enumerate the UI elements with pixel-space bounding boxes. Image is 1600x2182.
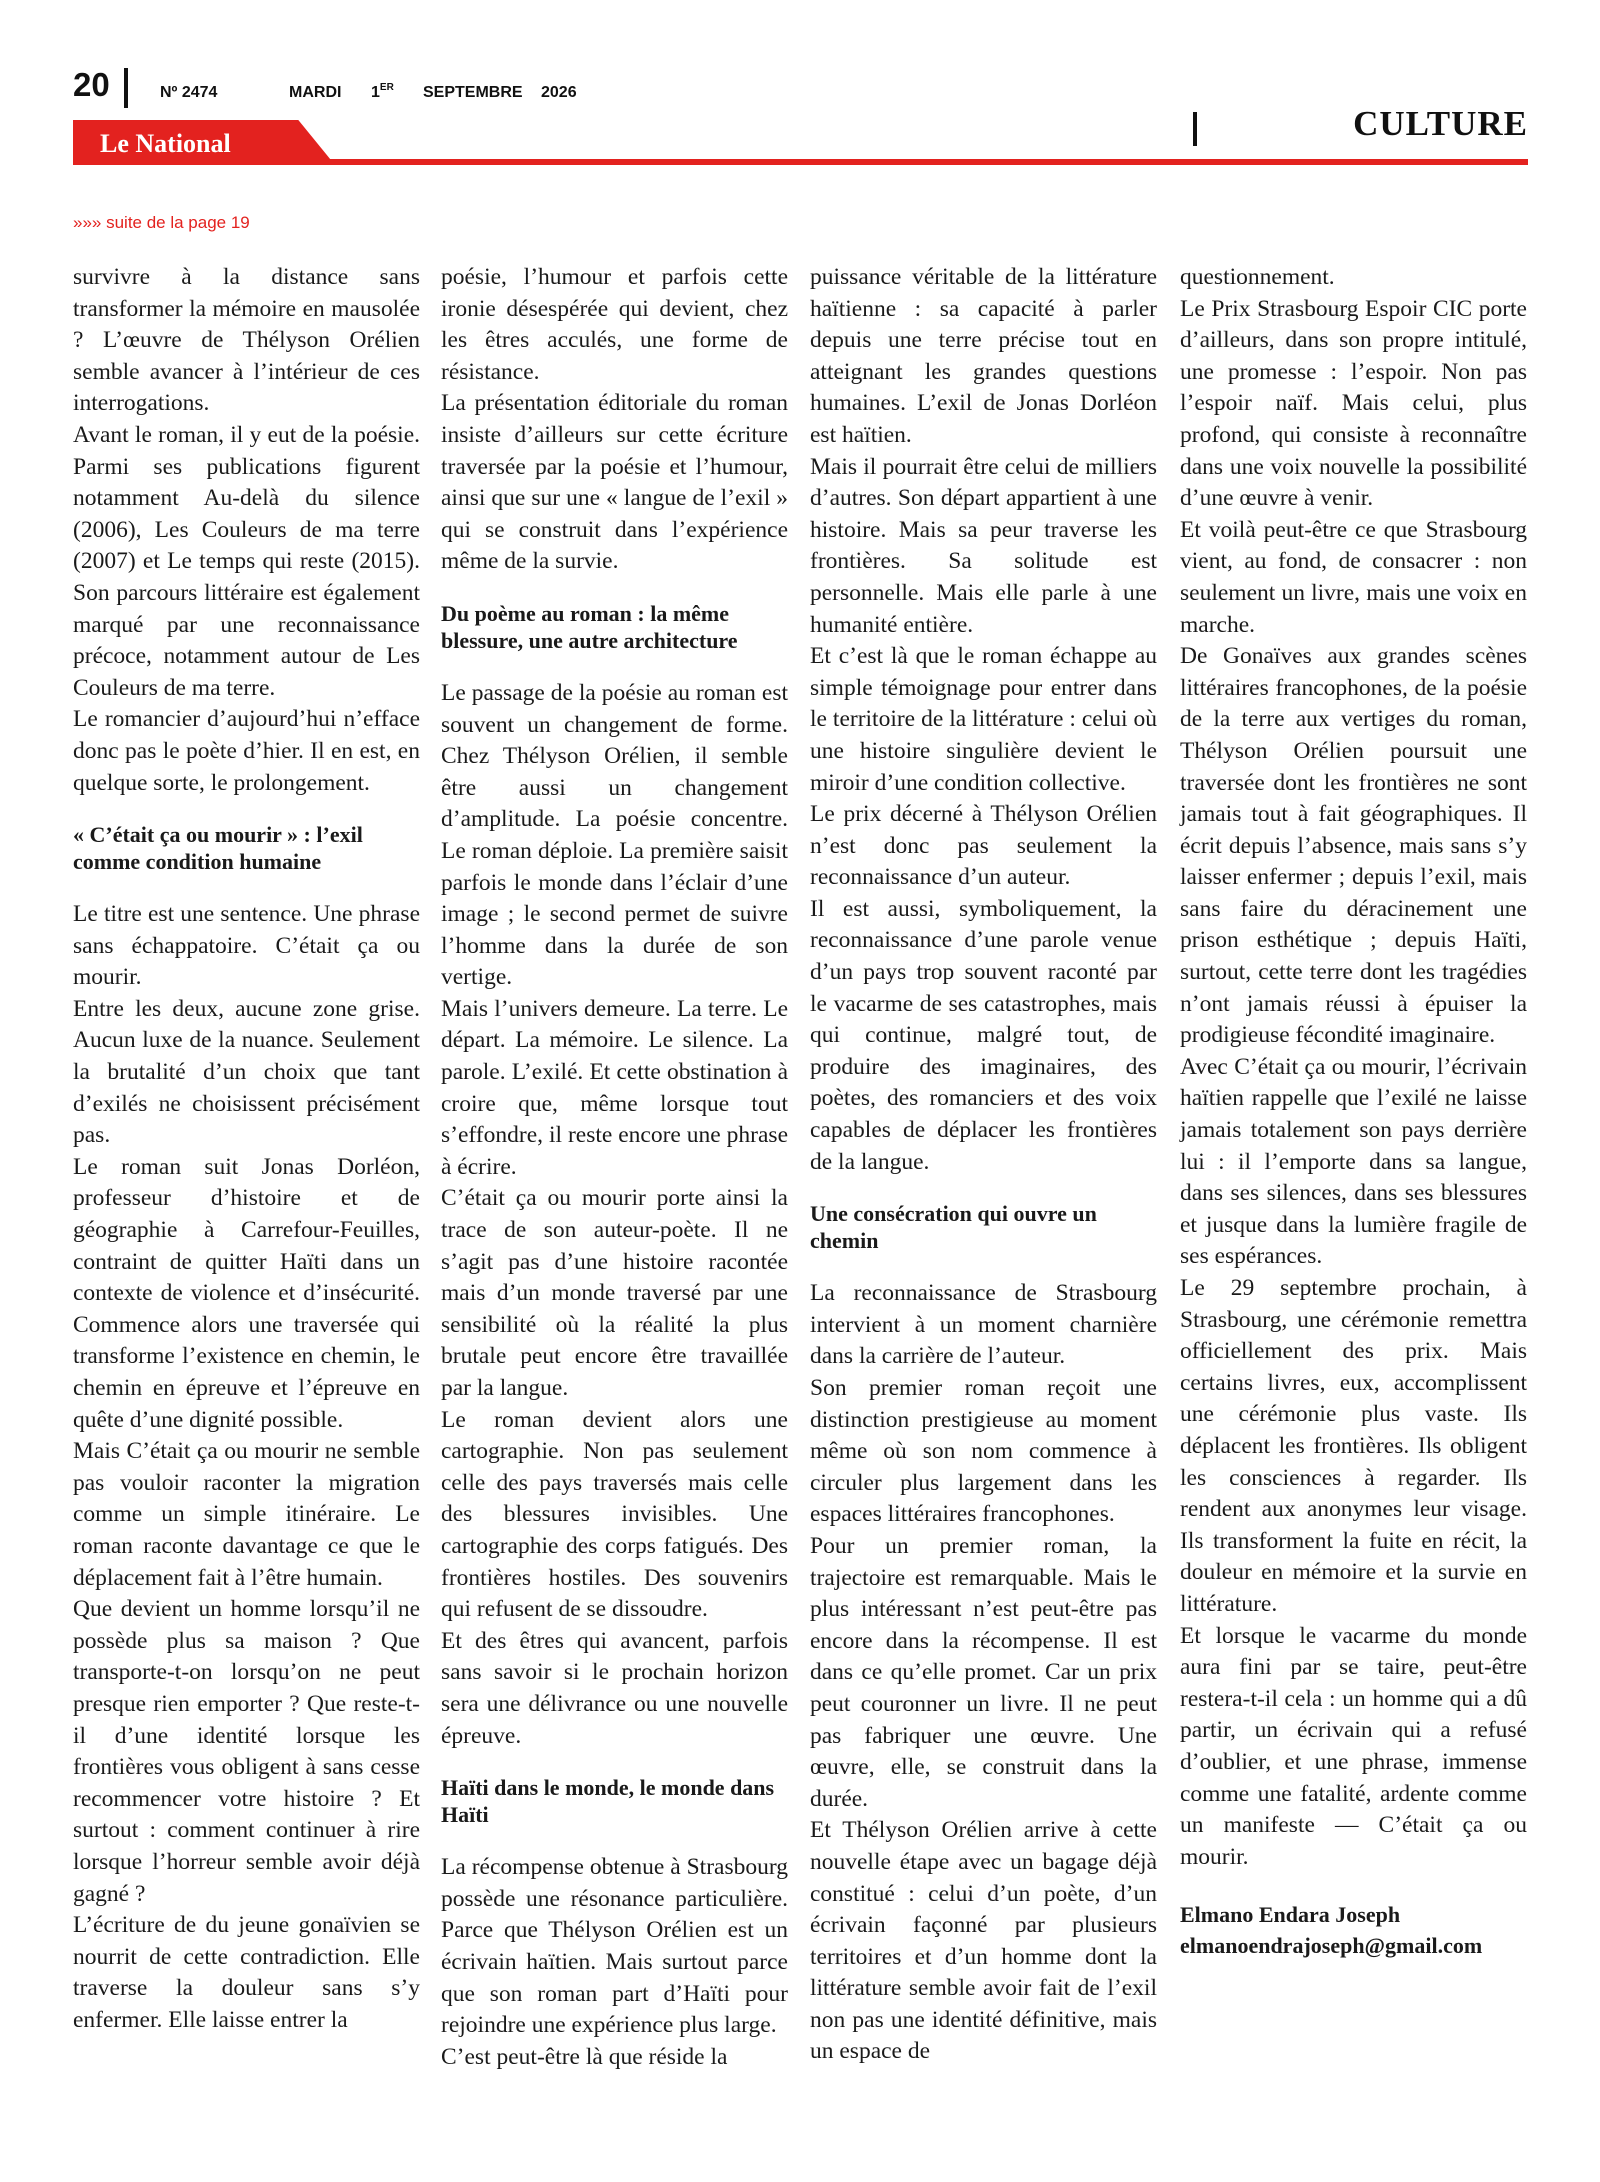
article-paragraph: Son premier roman reçoit une distinction prestigieuse au moment même où son nom commence à circuler plus largement dans les espaces littéraires francophones.	[810, 1375, 1157, 1528]
article-paragraph: Le passage de la poésie au roman est souvent un changement de forme. Chez Thélyson Orélien, il semble être aussi un changement d’amplitude. La poésie concentre. Le roman déploie. La première saisit parfois le monde dans l’éclair d’une image ; le second permet de suivre l’homme dans la durée de son vertige.	[441, 679, 788, 991]
article-paragraph: Avant le roman, il y eut de la poésie. Parmi ses publications figurent notamment Au-delà du silence (2006), Les Couleurs de ma terre (2007) et Le temps qui reste (2015). Son parcours littéraire est également marqué par une reconnaissance précoce, notamment autour de Les Couleurs de ma terre.	[73, 421, 420, 701]
article-paragraph: Et voilà peut-être ce que Strasbourg vient, au fond, de consacrer : non seulement un livre, mais une voix en marche.	[1180, 516, 1527, 638]
article-paragraph: De Gonaïves aux grandes scènes littéraires francophones, de la poésie de la terre aux vertiges du roman, Thélyson Orélien poursuit une traversée dont les frontières ne sont jamais tout à fait géographiques. Il écrit depuis l’absence, mais sans s’y laisser enfermer ; depuis l’exil, mais sans faire du déracinement une prison esthétique ; depuis Haïti, surtout, cette terre dont les tragédies n’ont jamais réussi à épuiser la prodigieuse fécondité imaginaire.	[1180, 643, 1527, 1049]
issue-day-number: 1	[371, 84, 380, 101]
article-subheading: « C’était ça ou mourir » : l’exil comme condition humaine	[73, 822, 363, 875]
article-paragraph: Il est aussi, symboliquement, la reconnaissance d’une parole venue d’un pays trop souvent raconté par le vacarme de ses catastrophes, mais qui continue, malgré tout, de produire des imaginaires, des poètes, des romanciers et des voix capables de déplacer les frontières de la langue.	[810, 895, 1157, 1175]
article-paragraph: Avec C’était ça ou mourir, l’écrivain haïtien rappelle que l’exilé ne laisse jamais totalement son pays derrière lui : il l’emporte dans sa langue, dans ses silences, dans ses blessures et jusque dans la lumière fragile de ses espérances.	[1180, 1053, 1527, 1270]
article-paragraph: L’écriture de du jeune gonaïvien se nourrit de cette contradiction. Elle traverse la douleur sans s’y enfermer. Elle laisse entrer la	[73, 1912, 420, 2033]
continued-from-label: »»» suite de la page 19	[73, 213, 250, 232]
issue-month: SEPTEMBRE	[423, 84, 523, 101]
article-paragraph: La reconnaissance de Strasbourg intervient à un moment charnière dans la carrière de l’auteur.	[810, 1280, 1157, 1370]
article-paragraph: C’est peut-être là que réside la	[441, 2043, 728, 2070]
issue-weekday: MARDI	[289, 84, 342, 101]
issue-day-suffix: ER	[379, 82, 394, 93]
article-paragraph: Le prix décerné à Thélyson Orélien n’est donc pas seulement la reconnaissance d’un auteur.	[810, 801, 1157, 891]
article-paragraph: survivre à la distance sans transformer la mémoire en mausolée ? L’œuvre de Thélyson Orélien semble avancer à l’intérieur de ces interrogations.	[73, 264, 420, 417]
article-paragraph: Entre les deux, aucune zone grise. Aucun luxe de la nuance. Seulement la brutalité d’un choix que tant d’exilés ne choisissent précisément pas.	[73, 995, 420, 1149]
article-paragraph: Le 29 septembre prochain, à Strasbourg, une cérémonie remettra officiellement des prix. Mais certains livres, eux, accomplissent une cérémonie plus vaste. Ils déplacent les frontières. Ils obligent les consciences à regarder. Ils rendent aux anonymes leur visage. Ils transforment la fuite en récit, la douleur en mémoire et la survie en littérature.	[1180, 1275, 1527, 1617]
section-divider	[1193, 112, 1197, 146]
article-paragraph: Le roman devient alors une cartographie. Non pas seulement celle des pays traversés mais celle des blessures invisibles. Une cartographie des corps fatigués. Des frontières hostiles. Des souvenirs qui refusent de se dissoudre.	[441, 1406, 788, 1623]
article-paragraph: Mais C’était ça ou mourir ne semble pas vouloir raconter la migration comme un simple itinéraire. Le roman raconte davantage ce que le déplacement fait à l’être humain.	[73, 1438, 420, 1591]
article-subheading: Haïti dans le monde, le monde dans Haïti	[441, 1775, 775, 1828]
article-paragraph: Et Thélyson Orélien arrive à cette nouvelle étape avec un bagage déjà constitué : celui d’un poète, d’un écrivain façonné par plusieurs territoires et d’un homme dont la littérature semble avoir fait de l’exil non pas une identité définitive, mais un espace de	[810, 1817, 1157, 2065]
page-number-divider	[124, 68, 128, 108]
article-column-1	[73, 262, 420, 2036]
issue-number: Nº 2474	[160, 84, 218, 101]
article-paragraph: Le romancier d’aujourd’hui n’efface donc pas le poète d’hier. Il en est, en quelque sorte, le prolongement.	[73, 706, 420, 796]
article-paragraph: Le Prix Strasbourg Espoir CIC porte d’ailleurs, dans son propre intitulé, une promesse : l’espoir. Non pas l’espoir naïf. Mais celui, plus profond, qui consiste à reconnaître dans une voix nouvelle la possibilité d’une œuvre à venir.	[1180, 295, 1527, 512]
article-paragraph: Pour un premier roman, la trajectoire est remarquable. Mais le plus intéressant n’est peut-être pas encore dans la récompense. Il est dans ce qu’elle promet. Car un prix peut couronner un livre. Il ne peut pas fabriquer une œuvre. Une œuvre, elle, se construit dans la durée.	[810, 1532, 1157, 1812]
article-paragraph: Le titre est une sentence. Une phrase sans échappatoire. C’était ça ou mourir.	[73, 901, 420, 991]
article-paragraph: Mais l’univers demeure. La terre. Le départ. La mémoire. Le silence. La parole. L’exilé. Et cette obstination à croire que, même lorsque tout s’effondre, il reste encore une phrase à écrire.	[441, 995, 788, 1180]
article-column-4	[1180, 262, 1527, 1961]
article-column-3	[810, 262, 1157, 2068]
article-paragraph: C’était ça ou mourir porte ainsi la trace de son auteur-poète. Il ne s’agit pas d’une histoire racontée mais d’un monde traversé par une sensibilité où la réalité la plus brutale peut encore être travaillée par la langue.	[441, 1185, 788, 1401]
section-title: CULTURE	[1353, 104, 1528, 143]
page-header	[0, 0, 1600, 180]
page-number: 20	[73, 66, 110, 103]
issue-day	[371, 84, 394, 102]
brand-logo: Le National	[100, 129, 231, 158]
header-rule	[73, 159, 1528, 165]
article-paragraph: Que devient un homme lorsqu’il ne possède plus sa maison ? Que transporte-t-on lorsqu’on ne peut presque rien emporter ? Que reste-t-il d’une identité lorsque les frontières vous obligent à sans cesse recommencer votre histoire ? Et surtout : comment continuer à rire lorsque l’horreur semble avoir déjà gagné ?	[73, 1596, 420, 1907]
article-paragraph: La récompense obtenue à Strasbourg possède une résonance particulière. Parce que Thélyson Orélien est un écrivain haïtien. Mais surtout parce que son roman part d’Haïti pour rejoindre une expérience plus large.	[441, 1854, 788, 2039]
article-subheading: Du poème au roman : la même blessure, une autre architecture	[441, 600, 738, 653]
article-paragraph: Le roman suit Jonas Dorléon, professeur d’histoire et de géographie à Carrefour-Feuilles, contraint de quitter Haïti dans un contexte de violence et d’insécurité. Commence alors une traversée qui transforme l’existence en chemin, le chemin en épreuve et l’épreuve en quête d’une dignité possible.	[73, 1153, 420, 1433]
article-paragraph: puissance véritable de la littérature haïtienne : sa capacité à parler depuis une terre précise tout en atteignant les grandes questions humaines. L’exil de Jonas Dorléon est haïtien.	[810, 264, 1157, 448]
article-paragraph: Et lorsque le vacarme du monde aura fini par se taire, peut-être restera-t-il cela : un homme qui a dû partir, un écrivain qui a refusé d’oublier, et une phrase, immense comme une fatalité, ardente comme un manifeste — C’était ça ou mourir.	[1180, 1622, 1527, 1870]
issue-year: 2026	[541, 84, 577, 101]
article-subheading: Une consécration qui ouvre un chemin	[810, 1201, 1097, 1254]
article-paragraph: La présentation éditoriale du roman insiste d’ailleurs sur cette écriture traversée par la poésie et l’humour, ainsi que sur une « langue de l’exil » qui se construit dans l’expérience même de la survie.	[441, 390, 788, 575]
article-paragraph: Mais il pourrait être celui de milliers d’autres. Son départ appartient à une histoire. Mais sa peur traverse les frontières. Sa solitude est personnelle. Mais elle parle à une humanité entière.	[810, 453, 1157, 638]
article-paragraph: Et c’est là que le roman échappe au simple témoignage pour entrer dans le territoire de la littérature : celui où une histoire singulière devient le miroir d’une condition collective.	[810, 643, 1157, 796]
article-paragraph: poésie, l’humour et parfois cette ironie désespérée qui devient, chez les êtres acculés, une forme de résistance.	[441, 264, 788, 385]
article-paragraph: Et des êtres qui avancent, parfois sans savoir si le prochain horizon sera une délivrance ou une nouvelle épreuve.	[441, 1627, 788, 1749]
article-paragraph: questionnement.	[1180, 264, 1335, 290]
author-email: elmanoendrajoseph@gmail.com	[1180, 1933, 1483, 1959]
author-name: Elmano Endara Joseph	[1180, 1902, 1401, 1928]
article-column-2	[441, 262, 788, 2073]
